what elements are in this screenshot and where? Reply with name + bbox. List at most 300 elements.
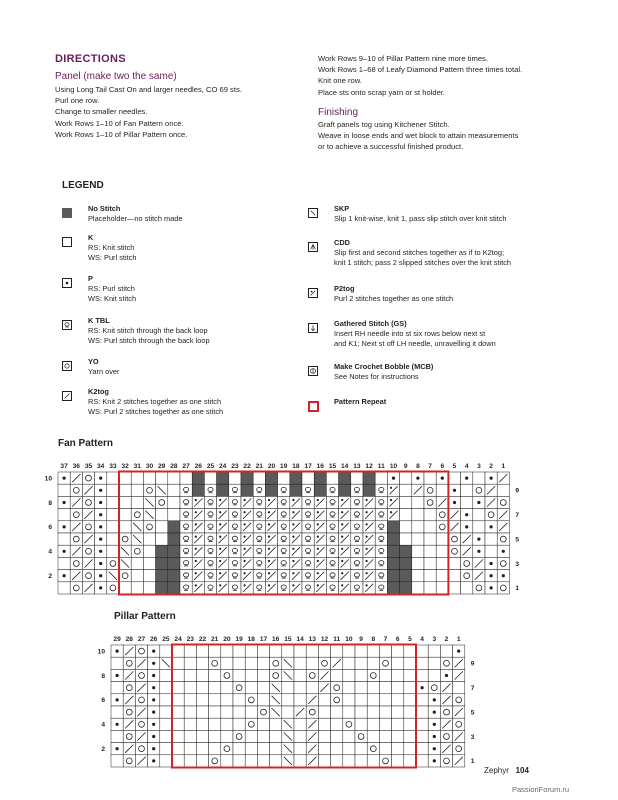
purl-symbol <box>465 477 468 480</box>
stitch-cell <box>485 545 497 557</box>
no-stitch-cell <box>156 545 168 557</box>
stitch-cell <box>160 755 172 767</box>
legend-entry <box>88 204 183 224</box>
fan-pattern-title: Fan Pattern <box>58 438 114 449</box>
no-stitch-cell <box>217 484 229 496</box>
stitch-cell <box>424 533 436 545</box>
legend-entry <box>334 284 453 304</box>
stitch-cell <box>379 730 391 742</box>
legend-entry-name: No Stitch <box>88 204 121 213</box>
stitch-cell <box>221 657 233 669</box>
stitch-cell <box>318 730 330 742</box>
no-stitch-cell <box>217 472 229 484</box>
stitch-cell <box>119 484 131 496</box>
stitch-cell <box>107 521 119 533</box>
stitch-cell <box>172 694 184 706</box>
stitch-cell <box>400 484 412 496</box>
stitch-cell <box>404 682 416 694</box>
column-number: 28 <box>125 636 133 643</box>
stitch-cell <box>404 743 416 755</box>
p2tog-symbol <box>268 560 270 562</box>
stitch-cell <box>82 545 94 557</box>
stitch-cell <box>172 706 184 718</box>
column-number: 12 <box>320 636 329 643</box>
stitch-cell <box>172 755 184 767</box>
stitch-cell <box>302 496 314 508</box>
pillar-pattern-title: Pillar Pattern <box>114 611 176 622</box>
stitch-cell <box>343 669 355 681</box>
p2tog-symbol <box>244 499 246 501</box>
purl-symbol <box>63 477 66 480</box>
purl-symbol <box>63 501 66 504</box>
stitch-cell <box>326 582 338 594</box>
stitch-cell <box>440 706 452 718</box>
stitch-cell <box>294 657 306 669</box>
stitch-cell <box>257 706 269 718</box>
column-number: 2 <box>489 463 493 470</box>
stitch-cell <box>351 496 363 508</box>
stitch-cell <box>278 545 290 557</box>
purl-symbol <box>99 477 102 480</box>
stitch-cell <box>196 730 208 742</box>
legend-entry-name: Gathered Stitch (GS) <box>334 319 407 328</box>
stitch-cell <box>355 730 367 742</box>
purl-symbol <box>433 747 436 750</box>
pattern-repeat-icon <box>308 401 319 412</box>
stitch-cell <box>180 582 192 594</box>
stitch-cell <box>343 645 355 657</box>
stitch-cell <box>204 533 216 545</box>
stitch-cell <box>160 669 172 681</box>
bobble-icon <box>308 366 318 376</box>
stitch-cell <box>351 582 363 594</box>
stitch-cell <box>119 521 131 533</box>
stitch-cell <box>461 484 473 496</box>
column-number: 20 <box>267 463 276 470</box>
stitch-cell <box>270 645 282 657</box>
stitch-cell <box>82 472 94 484</box>
stitch-cell <box>400 533 412 545</box>
column-number: 5 <box>452 463 457 470</box>
p2tog-symbol <box>292 499 294 501</box>
p2tog-symbol <box>244 548 246 550</box>
stitch-cell <box>270 755 282 767</box>
stitch-cell <box>82 496 94 508</box>
stitch-cell <box>221 730 233 742</box>
legend-entry-name: Make Crochet Bobble (MCB) <box>334 362 434 371</box>
column-number: 28 <box>170 463 178 470</box>
stitch-cell <box>278 472 290 484</box>
stitch-cell <box>351 484 363 496</box>
stitch-cell <box>306 669 318 681</box>
column-number: 9 <box>403 463 408 470</box>
purl-symbol <box>490 574 493 577</box>
stitch-cell <box>367 657 379 669</box>
column-number: 4 <box>420 636 424 643</box>
stitch-cell <box>209 718 221 730</box>
instruction-line: Purl one row. <box>55 96 100 106</box>
stitch-cell <box>135 669 147 681</box>
purl-symbol <box>152 650 155 653</box>
k2tog-icon <box>62 391 72 401</box>
stitch-cell <box>416 706 428 718</box>
column-number: 14 <box>296 636 304 643</box>
stitch-cell <box>318 706 330 718</box>
stitch-cell <box>233 694 245 706</box>
p2tog-symbol <box>390 487 392 489</box>
column-number: 14 <box>341 463 349 470</box>
stitch-cell <box>343 706 355 718</box>
stitch-cell <box>355 682 367 694</box>
p2tog-symbol <box>366 499 368 501</box>
p2tog-symbol <box>341 560 343 562</box>
stitch-cell <box>229 557 241 569</box>
stitch-cell <box>379 682 391 694</box>
stitch-cell <box>204 472 216 484</box>
finishing-heading: Finishing <box>318 107 359 118</box>
no-stitch-cell <box>387 582 399 594</box>
stitch-cell <box>168 472 180 484</box>
no-stitch-cell <box>314 484 326 496</box>
no-stitch-cell <box>168 557 180 569</box>
stitch-cell <box>294 743 306 755</box>
purl-symbol <box>152 711 155 714</box>
stitch-cell <box>196 645 208 657</box>
stitch-cell <box>343 657 355 669</box>
stitch-cell <box>278 533 290 545</box>
stitch-cell <box>70 484 82 496</box>
column-number: 23 <box>186 636 194 643</box>
p2tog-symbol <box>317 572 319 574</box>
no-stitch-cell <box>168 582 180 594</box>
purl-symbol <box>490 586 493 589</box>
row-number: 3 <box>515 560 520 568</box>
p2tog-symbol <box>195 548 197 550</box>
stitch-cell <box>331 718 343 730</box>
stitch-cell <box>278 496 290 508</box>
purl-symbol <box>477 501 480 504</box>
stitch-cell <box>111 682 123 694</box>
stitch-cell <box>326 472 338 484</box>
p2tog-symbol <box>195 560 197 562</box>
stitch-cell <box>245 755 257 767</box>
stitch-cell <box>400 496 412 508</box>
stitch-cell <box>143 533 155 545</box>
purl-symbol <box>152 662 155 665</box>
stitch-cell <box>294 669 306 681</box>
p2tog-symbol <box>268 548 270 550</box>
stitch-cell <box>229 509 241 521</box>
stitch-cell <box>448 545 460 557</box>
stitch-cell <box>343 755 355 767</box>
column-number: 29 <box>113 636 121 643</box>
stitch-cell <box>70 582 82 594</box>
stitch-cell <box>58 557 70 569</box>
gathered-stitch-icon <box>308 323 318 333</box>
column-number: 1 <box>501 463 506 470</box>
stitch-cell <box>196 669 208 681</box>
stitch-cell <box>392 755 404 767</box>
p2tog-symbol <box>317 584 319 586</box>
p2tog-symbol <box>219 548 221 550</box>
stitch-cell <box>160 706 172 718</box>
legend-entry-description: knit 1 stitch; pass 2 slipped stitches over the knit stitch <box>334 258 512 267</box>
stitch-cell <box>233 645 245 657</box>
stitch-cell <box>180 545 192 557</box>
stitch-cell <box>453 694 465 706</box>
stitch-cell <box>367 743 379 755</box>
purl-symbol <box>152 759 155 762</box>
p2tog-symbol <box>341 572 343 574</box>
stitch-cell <box>270 669 282 681</box>
legend-entry-description: RS: Knit 2 stitches together as one stitch <box>88 397 222 406</box>
stitch-cell <box>233 706 245 718</box>
instruction-line: Knit one row. <box>318 76 362 86</box>
stitch-cell <box>172 669 184 681</box>
p2tog-symbol <box>195 572 197 574</box>
stitch-cell <box>351 557 363 569</box>
stitch-cell <box>253 557 265 569</box>
p2tog-symbol <box>390 511 392 513</box>
purl-symbol <box>502 550 505 553</box>
purl-symbol <box>152 698 155 701</box>
stitch-cell <box>156 533 168 545</box>
stitch-cell <box>416 743 428 755</box>
stitch-cell <box>229 496 241 508</box>
stitch-cell <box>404 669 416 681</box>
row-number: 10 <box>44 475 52 483</box>
p2tog-symbol <box>268 572 270 574</box>
stitch-cell <box>416 657 428 669</box>
legend-entry-description: See Notes for instructions <box>334 372 419 381</box>
stitch-cell <box>245 682 257 694</box>
stitch-cell <box>184 694 196 706</box>
column-number: 29 <box>158 463 166 470</box>
purl-symbol <box>477 538 480 541</box>
stitch-cell <box>400 521 412 533</box>
stitch-cell <box>392 682 404 694</box>
column-number: 7 <box>428 463 432 470</box>
stitch-cell <box>404 706 416 718</box>
instruction-line: Work Rows 9–10 of Pillar Pattern nine more times. <box>318 54 488 63</box>
stitch-cell <box>302 533 314 545</box>
column-number: 21 <box>211 636 219 643</box>
legend-entry-description: Placeholder—no stitch made <box>88 214 183 223</box>
instruction-line: or to achieve a successful finished product. <box>318 142 464 152</box>
stitch-cell <box>428 669 440 681</box>
stitch-cell <box>367 682 379 694</box>
stitch-cell <box>143 484 155 496</box>
stitch-cell <box>412 582 424 594</box>
stitch-cell <box>257 682 269 694</box>
stitch-cell <box>229 545 241 557</box>
row-number: 9 <box>515 487 520 495</box>
no-stitch-cell <box>265 472 277 484</box>
stitch-cell <box>209 694 221 706</box>
stitch-cell <box>428 682 440 694</box>
panel-instructions <box>55 84 242 140</box>
stitch-cell <box>221 706 233 718</box>
stitch-cell <box>209 669 221 681</box>
stitch-cell <box>497 496 509 508</box>
stitch-cell <box>245 706 257 718</box>
p2tog-symbol <box>219 560 221 562</box>
stitch-cell <box>245 645 257 657</box>
row-number: 3 <box>470 733 475 741</box>
instruction-line: Work Rows 1–10 of Pillar Pattern once. <box>55 129 188 139</box>
column-number: 4 <box>464 463 469 470</box>
page-number: 104 <box>515 766 529 775</box>
stitch-cell <box>131 509 143 521</box>
purl-symbol <box>152 735 155 738</box>
stitch-cell <box>351 509 363 521</box>
stitch-cell <box>326 496 338 508</box>
stitch-cell <box>473 582 485 594</box>
stitch-cell <box>497 484 509 496</box>
stitch-cell <box>412 509 424 521</box>
p2tog-symbol <box>292 536 294 538</box>
legend-entry-description: RS: Knit stitch <box>88 243 135 252</box>
legend-entry <box>334 204 507 224</box>
stitch-cell <box>209 730 221 742</box>
stitch-cell <box>416 718 428 730</box>
purl-symbol <box>99 574 102 577</box>
ktbl-icon <box>62 320 72 330</box>
stitch-cell <box>375 557 387 569</box>
column-number: 7 <box>383 636 388 643</box>
stitch-cell <box>318 645 330 657</box>
finishing-instructions <box>318 119 518 153</box>
no-stitch-cell <box>387 533 399 545</box>
legend-entry <box>334 238 511 268</box>
purl-symbol <box>445 674 448 677</box>
stitch-cell <box>172 645 184 657</box>
stitch-cell <box>229 521 241 533</box>
no-stitch-cell <box>363 484 375 496</box>
stitch-cell <box>143 557 155 569</box>
column-number: 36 <box>72 463 80 470</box>
stitch-cell <box>428 657 440 669</box>
legend-entry <box>88 316 210 346</box>
stitch-cell <box>209 645 221 657</box>
cdd-icon <box>308 242 318 252</box>
stitch-cell <box>221 669 233 681</box>
no-stitch-cell <box>314 472 326 484</box>
panel-heading: Panel (make two the same) <box>55 71 177 82</box>
stitch-cell <box>119 533 131 545</box>
stitch-cell <box>306 645 318 657</box>
stitch-cell <box>294 730 306 742</box>
stitch-cell <box>135 718 147 730</box>
fan-pattern-chart <box>36 458 584 593</box>
stitch-cell <box>245 657 257 669</box>
stitch-cell <box>168 496 180 508</box>
purl-symbol <box>152 686 155 689</box>
stitch-cell <box>107 533 119 545</box>
column-number: 37 <box>60 463 68 470</box>
column-number: 6 <box>395 636 400 643</box>
row-number: 2 <box>101 746 105 753</box>
p2tog-symbol <box>341 584 343 586</box>
stitch-cell <box>58 582 70 594</box>
stitch-cell <box>143 570 155 582</box>
pillar-pattern-chart <box>93 631 533 766</box>
p2tog-symbol <box>366 536 368 538</box>
stitch-cell <box>379 755 391 767</box>
stitch-cell <box>196 755 208 767</box>
stitch-cell <box>367 730 379 742</box>
legend-entry-description: Slip 1 knit-wise, knit 1, pass slip stitch over knit stitch <box>334 214 507 223</box>
stitch-cell <box>453 743 465 755</box>
no-stitch-cell <box>363 472 375 484</box>
stitch-cell <box>392 694 404 706</box>
purl-symbol <box>116 747 119 750</box>
stitch-cell <box>233 730 245 742</box>
p2tog-symbol <box>219 584 221 586</box>
stitch-cell <box>302 484 314 496</box>
p2tog-symbol <box>219 511 221 513</box>
stitch-cell <box>497 557 509 569</box>
purl-symbol <box>477 550 480 553</box>
purl-symbol <box>490 525 493 528</box>
column-number: 8 <box>371 636 376 643</box>
stitch-cell <box>473 521 485 533</box>
stitch-cell <box>229 570 241 582</box>
row-number: 1 <box>470 758 475 766</box>
no-stitch-cell <box>156 582 168 594</box>
column-number: 10 <box>345 636 353 643</box>
stitch-cell <box>440 730 452 742</box>
stitch-cell <box>282 694 294 706</box>
no-stitch-cell <box>168 521 180 533</box>
no-stitch-cell <box>290 484 302 496</box>
stitch-cell <box>355 743 367 755</box>
stitch-cell <box>253 582 265 594</box>
no-stitch-cell <box>339 484 351 496</box>
stitch-cell <box>253 509 265 521</box>
instruction-line: Graft panels tog using Kitchener Stitch. <box>318 120 450 129</box>
p2tog-symbol <box>366 560 368 562</box>
stitch-cell <box>326 545 338 557</box>
stitch-cell <box>233 669 245 681</box>
legend-title: LEGEND <box>62 180 104 191</box>
stitch-cell <box>428 645 440 657</box>
column-number: 26 <box>194 463 202 470</box>
p2tog-symbol <box>366 511 368 513</box>
p2tog-symbol <box>366 523 368 525</box>
purl-symbol <box>63 574 66 577</box>
column-number: 33 <box>109 463 117 470</box>
stitch-cell <box>184 669 196 681</box>
stitch-cell <box>119 472 131 484</box>
stitch-cell <box>355 669 367 681</box>
column-number: 1 <box>456 636 461 643</box>
stitch-cell <box>461 582 473 594</box>
stitch-cell <box>351 521 363 533</box>
column-number: 3 <box>432 636 437 643</box>
stitch-cell <box>123 657 135 669</box>
stitch-cell <box>180 472 192 484</box>
stitch-cell <box>424 557 436 569</box>
stitch-cell <box>416 645 428 657</box>
stitch-cell <box>355 718 367 730</box>
directions-heading: DIRECTIONS <box>55 53 126 65</box>
legend-entry <box>334 362 433 382</box>
purl-symbol <box>421 686 424 689</box>
legend-entry-name: K <box>88 233 94 242</box>
stitch-cell <box>392 669 404 681</box>
purl-symbol <box>99 501 102 504</box>
